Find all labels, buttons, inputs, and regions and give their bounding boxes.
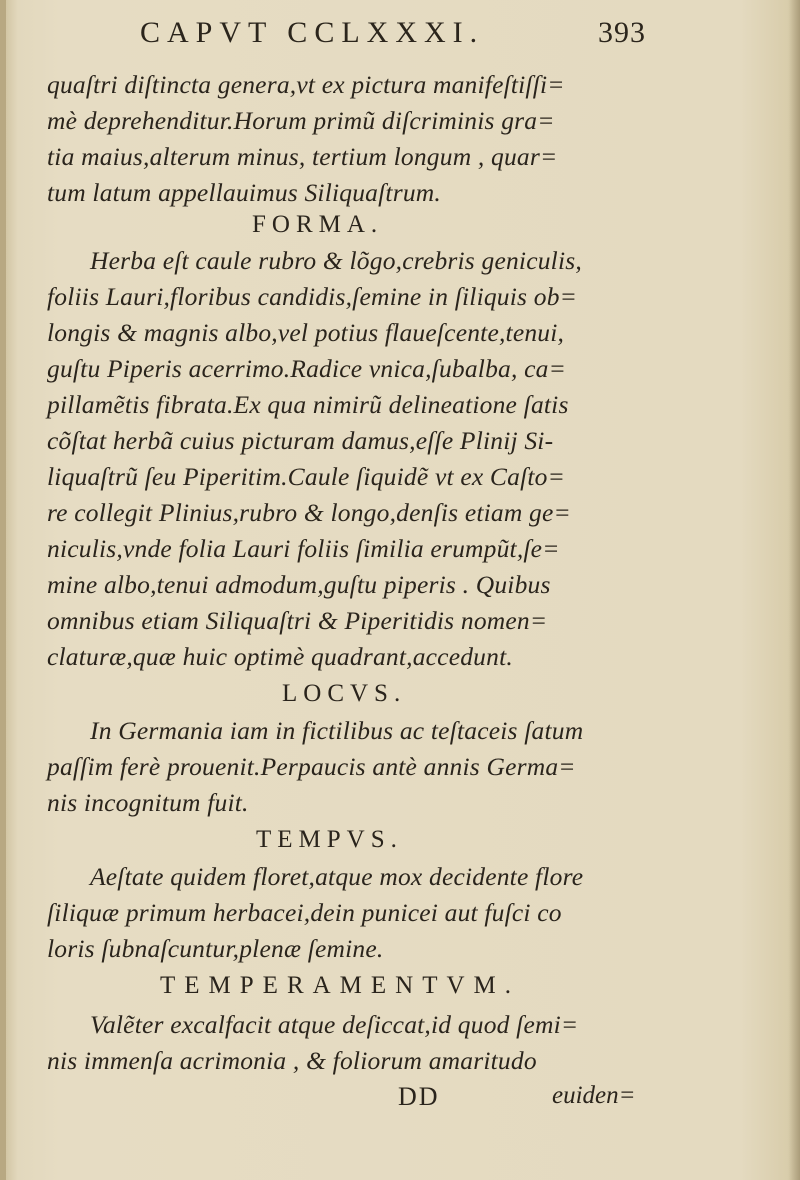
text-line: niculis,vnde folia Lauri foliis ſimilia erumpũt,ſe= bbox=[47, 534, 560, 563]
text-line: mine albo,tenui admodum,guſtu piperis . Quibus bbox=[47, 570, 551, 599]
text-line: guſtu Piperis acerrimo.Radice vnica,ſubalba, ca= bbox=[47, 354, 567, 383]
section-heading-forma: FORMA. bbox=[252, 211, 384, 238]
text-line: ſiliquæ primum herbacei,dein punicei aut fuſci co bbox=[47, 898, 562, 927]
text-line: cõſtat herbã cuius picturam damus,eſſe Plinij Si- bbox=[47, 426, 554, 455]
text-line: quaſtri diſtincta genera,vt ex pictura manifeſtiſſi= bbox=[47, 70, 565, 99]
text-line: loris ſubnaſcuntur,plenæ ſemine. bbox=[47, 934, 384, 963]
section-heading-temperamentum: TEMPERAMENTVM. bbox=[160, 972, 521, 999]
text-line: nis immenſa acrimonia , & foliorum amaritudo bbox=[47, 1046, 537, 1075]
text-line: re collegit Plinius,rubro & longo,denſis etiam ge= bbox=[47, 498, 571, 527]
text-line: foliis Lauri,floribus candidis,ſemine in ſiliquis ob= bbox=[47, 282, 578, 311]
text-line: tia maius,alterum minus, tertium longum , quar= bbox=[47, 142, 558, 171]
text-line: claturæ,quæ huic optimè quadrant,accedunt. bbox=[47, 642, 513, 671]
text-line: nis incognitum fuit. bbox=[47, 788, 249, 817]
page-number: 393 bbox=[598, 16, 646, 49]
text-line: pillamẽtis fibrata.Ex qua nimirũ delineatione ſatis bbox=[47, 390, 569, 419]
section-heading-locus: LOCVS. bbox=[282, 680, 407, 707]
text-line: mè deprehenditur.Horum primũ diſcriminis gra= bbox=[47, 106, 555, 135]
text-line: longis & magnis albo,vel potius flaueſcente,tenui, bbox=[47, 318, 565, 347]
section-heading-tempus: TEMPVS. bbox=[256, 826, 403, 853]
running-title: CAPVT CCLXXXI. bbox=[140, 16, 485, 49]
signature-mark: DD bbox=[398, 1082, 440, 1111]
text-line: omnibus etiam Siliquaſtri & Piperitidis nomen= bbox=[47, 606, 548, 635]
text-line: tum latum appellauimus Siliquaſtrum. bbox=[47, 178, 441, 207]
text-line: liquaſtrũ ſeu Piperitim.Caule ſiquidẽ vt ex Caſto= bbox=[47, 462, 566, 491]
text-line: Aeſtate quidem floret,atque mox decidente flore bbox=[90, 862, 584, 891]
text-line: In Germania iam in fictilibus ac teſtaceis ſatum bbox=[90, 716, 584, 745]
text-line: paſſim ferè prouenit.Perpaucis antè annis Germa= bbox=[47, 752, 576, 781]
text-line: Herba eſt caule rubro & lõgo,crebris geniculis, bbox=[90, 246, 582, 275]
text-line: Valẽter excalfacit atque deſiccat,id quod ſemi= bbox=[90, 1010, 579, 1039]
catchword: euiden= bbox=[552, 1082, 636, 1109]
running-head bbox=[0, 12, 800, 52]
